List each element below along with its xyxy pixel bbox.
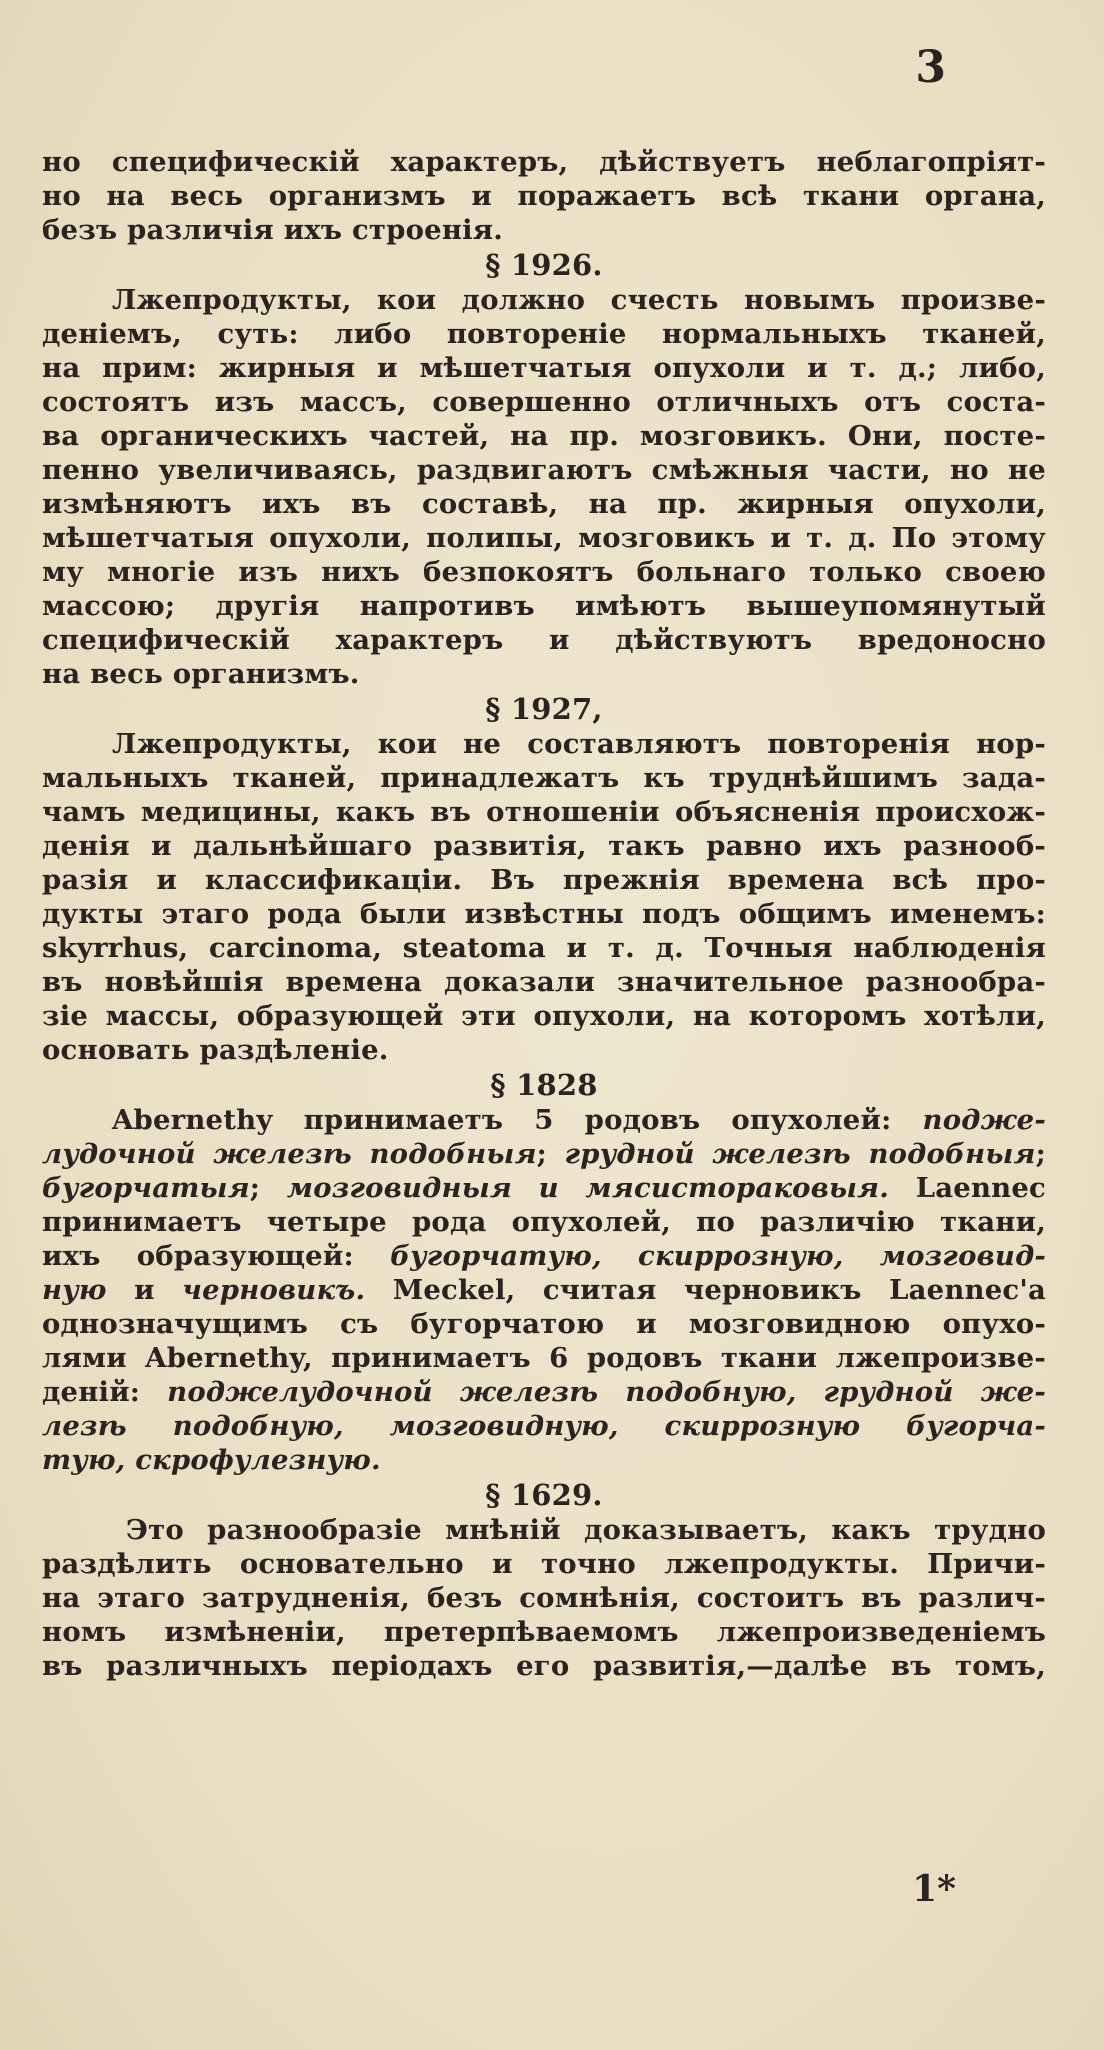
text-line: на весь организмъ. [42,658,360,690]
text-line: чамъ медицины, какъ въ отношеніи объясненія происхож- [42,796,1046,828]
text-line: Это разнообразіе мнѣній доказываетъ, какъ трудно [126,1514,1046,1546]
text-line [42,1409,1046,1443]
text-line: мальныхъ тканей, принадлежатъ къ труднѣйшимъ зада- [42,762,1046,794]
text-line: му многіе изъ нихъ безпокоятъ больнаго только своею [42,556,1046,588]
italic-run: поджелудочной железѣ подобную, грудной же- [167,1376,1046,1408]
italic-run: мозговидныя и мясистораковыя. [286,1172,890,1204]
italic-run: ную [42,1274,107,1306]
italic-run: черновикъ. [182,1274,366,1306]
text-line [42,1239,1046,1273]
section-heading-1926: § 1926. [485,248,603,282]
text-line: массою; другія напротивъ имѣютъ вышеупомянутый [42,590,1046,622]
text-line: принимаетъ четыре рода опухолей, по различію ткани, [42,1206,1046,1238]
text-run: ихъ образующей: [42,1240,391,1272]
italic-run: тую, скрофулезную. [42,1444,381,1476]
text-run: ; [536,1138,565,1170]
italic-run: подже- [922,1104,1046,1136]
text-line: состоятъ изъ массъ, совершенно отличныхъ отъ соста- [42,386,1046,418]
text-line: деніемъ, суть: либо повтореніе нормальныхъ тканей, [42,318,1046,350]
text-line: номъ измѣненіи, претерпѣваемомъ лжепроизведеніемъ [42,1616,1046,1648]
text-line: но на весь организмъ и поражаетъ всѣ ткани органа, [42,180,1046,212]
text-line: разія и классификаціи. Въ прежнія времена всѣ про- [42,864,1046,896]
section-1629-paragraph [42,1513,1046,1683]
italic-run: лезѣ подобную, мозговидную, скиррозную бугорча- [42,1410,1046,1442]
text-line: зіе массы, образующей эти опухоли, на которомъ хотѣли, [42,1000,1046,1032]
text-line: денія и дальнѣйшаго развитія, такъ равно ихъ разнооб- [42,830,1046,862]
text-line: пенно увеличиваясь, раздвигаютъ смѣжныя части, но не [42,454,1046,486]
text-line: измѣняютъ ихъ въ составѣ, на пр. жирныя опухоли, [42,488,1046,520]
text-line: основать раздѣленіе. [42,1034,389,1066]
italic-run: бугорчатыя [42,1172,250,1204]
text-line: ва органическихъ частей, на пр. мозговикъ. Они, посте- [42,420,1046,452]
text-run: ; [1035,1138,1046,1170]
section-heading-1927: § 1927, [485,692,603,726]
text-line: Лжепродукты, кои не составляютъ повторенія нор- [112,728,1046,760]
text-line: на этаго затрудненія, безъ сомнѣнія, состоитъ въ различ- [42,1582,1046,1614]
signature-mark: 1* [912,1868,956,1910]
text-run: деній: [42,1376,168,1408]
section-1927-paragraph [42,727,1046,1067]
text-line [42,1137,1046,1171]
body-text [42,145,1046,1683]
text-line: Лжепродукты, кои должно счесть новымъ произве- [112,284,1046,316]
text-line [42,1103,1046,1137]
text-line: специфическій характеръ и дѣйствуютъ вредоносно [42,624,1046,656]
text-line: однозначущимъ съ бугорчатою и мозговидною опухо- [42,1308,1046,1340]
text-line [42,1171,1046,1205]
text-run: Laennec [889,1172,1046,1204]
text-line [42,1443,1046,1477]
paragraph-continuation [42,145,1046,247]
italic-run: грудной железѣ подобныя [564,1138,1036,1170]
text-line: безъ различія ихъ строенія. [42,214,504,246]
text-line: раздѣлить основательно и точно лжепродукты. Причи- [42,1548,1046,1580]
text-run: Meckel, считая черновикъ Laennec'а [365,1274,1046,1306]
section-heading-1629: § 1629. [485,1478,603,1512]
text-line: skyrrhus, carcinoma, steatoma и т. д. Точныя наблюденія [42,932,1046,964]
text-line: лями Abernethy, принимаетъ 6 родовъ ткани лжепроизве- [42,1342,1046,1374]
text-line: дукты этаго рода были извѣстны подъ общимъ именемъ: [42,898,1046,930]
text-run: Abernethy принимаетъ 5 родовъ опухолей: [112,1104,923,1136]
section-heading-1828: § 1828 [490,1068,598,1102]
italic-run: бугорчатую, скиррозную, мозговид- [390,1240,1047,1272]
italic-run: лудочной железѣ подобныя [42,1138,537,1170]
text-line [42,1273,1046,1307]
page-number: 3 [915,42,946,93]
text-line [42,1375,1046,1409]
text-line: мѣшетчатыя опухоли, полипы, мозговикъ и т. д. По этому [42,522,1046,554]
text-line: но специфическій характеръ, дѣйствуетъ неблагопріят- [42,146,1046,178]
text-run: и [106,1274,183,1306]
section-1828-paragraph [42,1103,1046,1477]
text-line: въ различныхъ періодахъ его развитія,—далѣе въ томъ, [42,1650,1046,1682]
text-line: въ новѣйшія времена доказали значительное разнообра- [42,966,1046,998]
text-line: на прим: жирныя и мѣшетчатыя опухоли и т. д.; либо, [42,352,1046,384]
section-1926-paragraph [42,283,1046,691]
text-run: ; [249,1172,287,1204]
